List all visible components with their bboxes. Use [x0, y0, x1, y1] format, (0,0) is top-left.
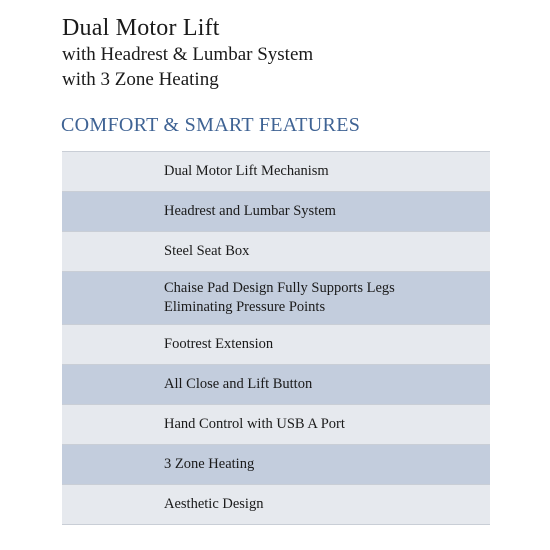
feature-row: [62, 445, 490, 485]
product-subtitle-line-1: with Headrest & Lumbar System: [62, 44, 314, 65]
feature-label: All Close and Lift Button: [164, 376, 313, 392]
features-section-title: COMFORT & SMART FEATURES: [61, 114, 361, 136]
feature-row: [62, 405, 490, 445]
product-subtitle-line-2: with 3 Zone Heating: [62, 69, 219, 90]
product-heading: [62, 14, 313, 92]
feature-row: [62, 152, 490, 192]
feature-label: Chaise Pad Design Fully Supports Legs Eliminating Pressure Points: [164, 280, 395, 315]
feature-label: 3 Zone Heating: [164, 456, 255, 472]
feature-row: [62, 365, 490, 405]
feature-row: [62, 272, 490, 325]
feature-label: Aesthetic Design: [164, 496, 264, 512]
feature-label: Hand Control with USB A Port: [164, 416, 345, 432]
feature-row: [62, 325, 490, 365]
feature-label: Footrest Extension: [164, 336, 274, 352]
product-title: Dual Motor Lift: [62, 15, 220, 41]
features-table: [62, 151, 490, 525]
feature-label: Headrest and Lumbar System: [164, 203, 336, 219]
feature-label: Dual Motor Lift Mechanism: [164, 163, 329, 179]
feature-label: Steel Seat Box: [164, 243, 250, 259]
feature-row: [62, 232, 490, 272]
feature-row: [62, 192, 490, 232]
feature-row: [62, 485, 490, 525]
